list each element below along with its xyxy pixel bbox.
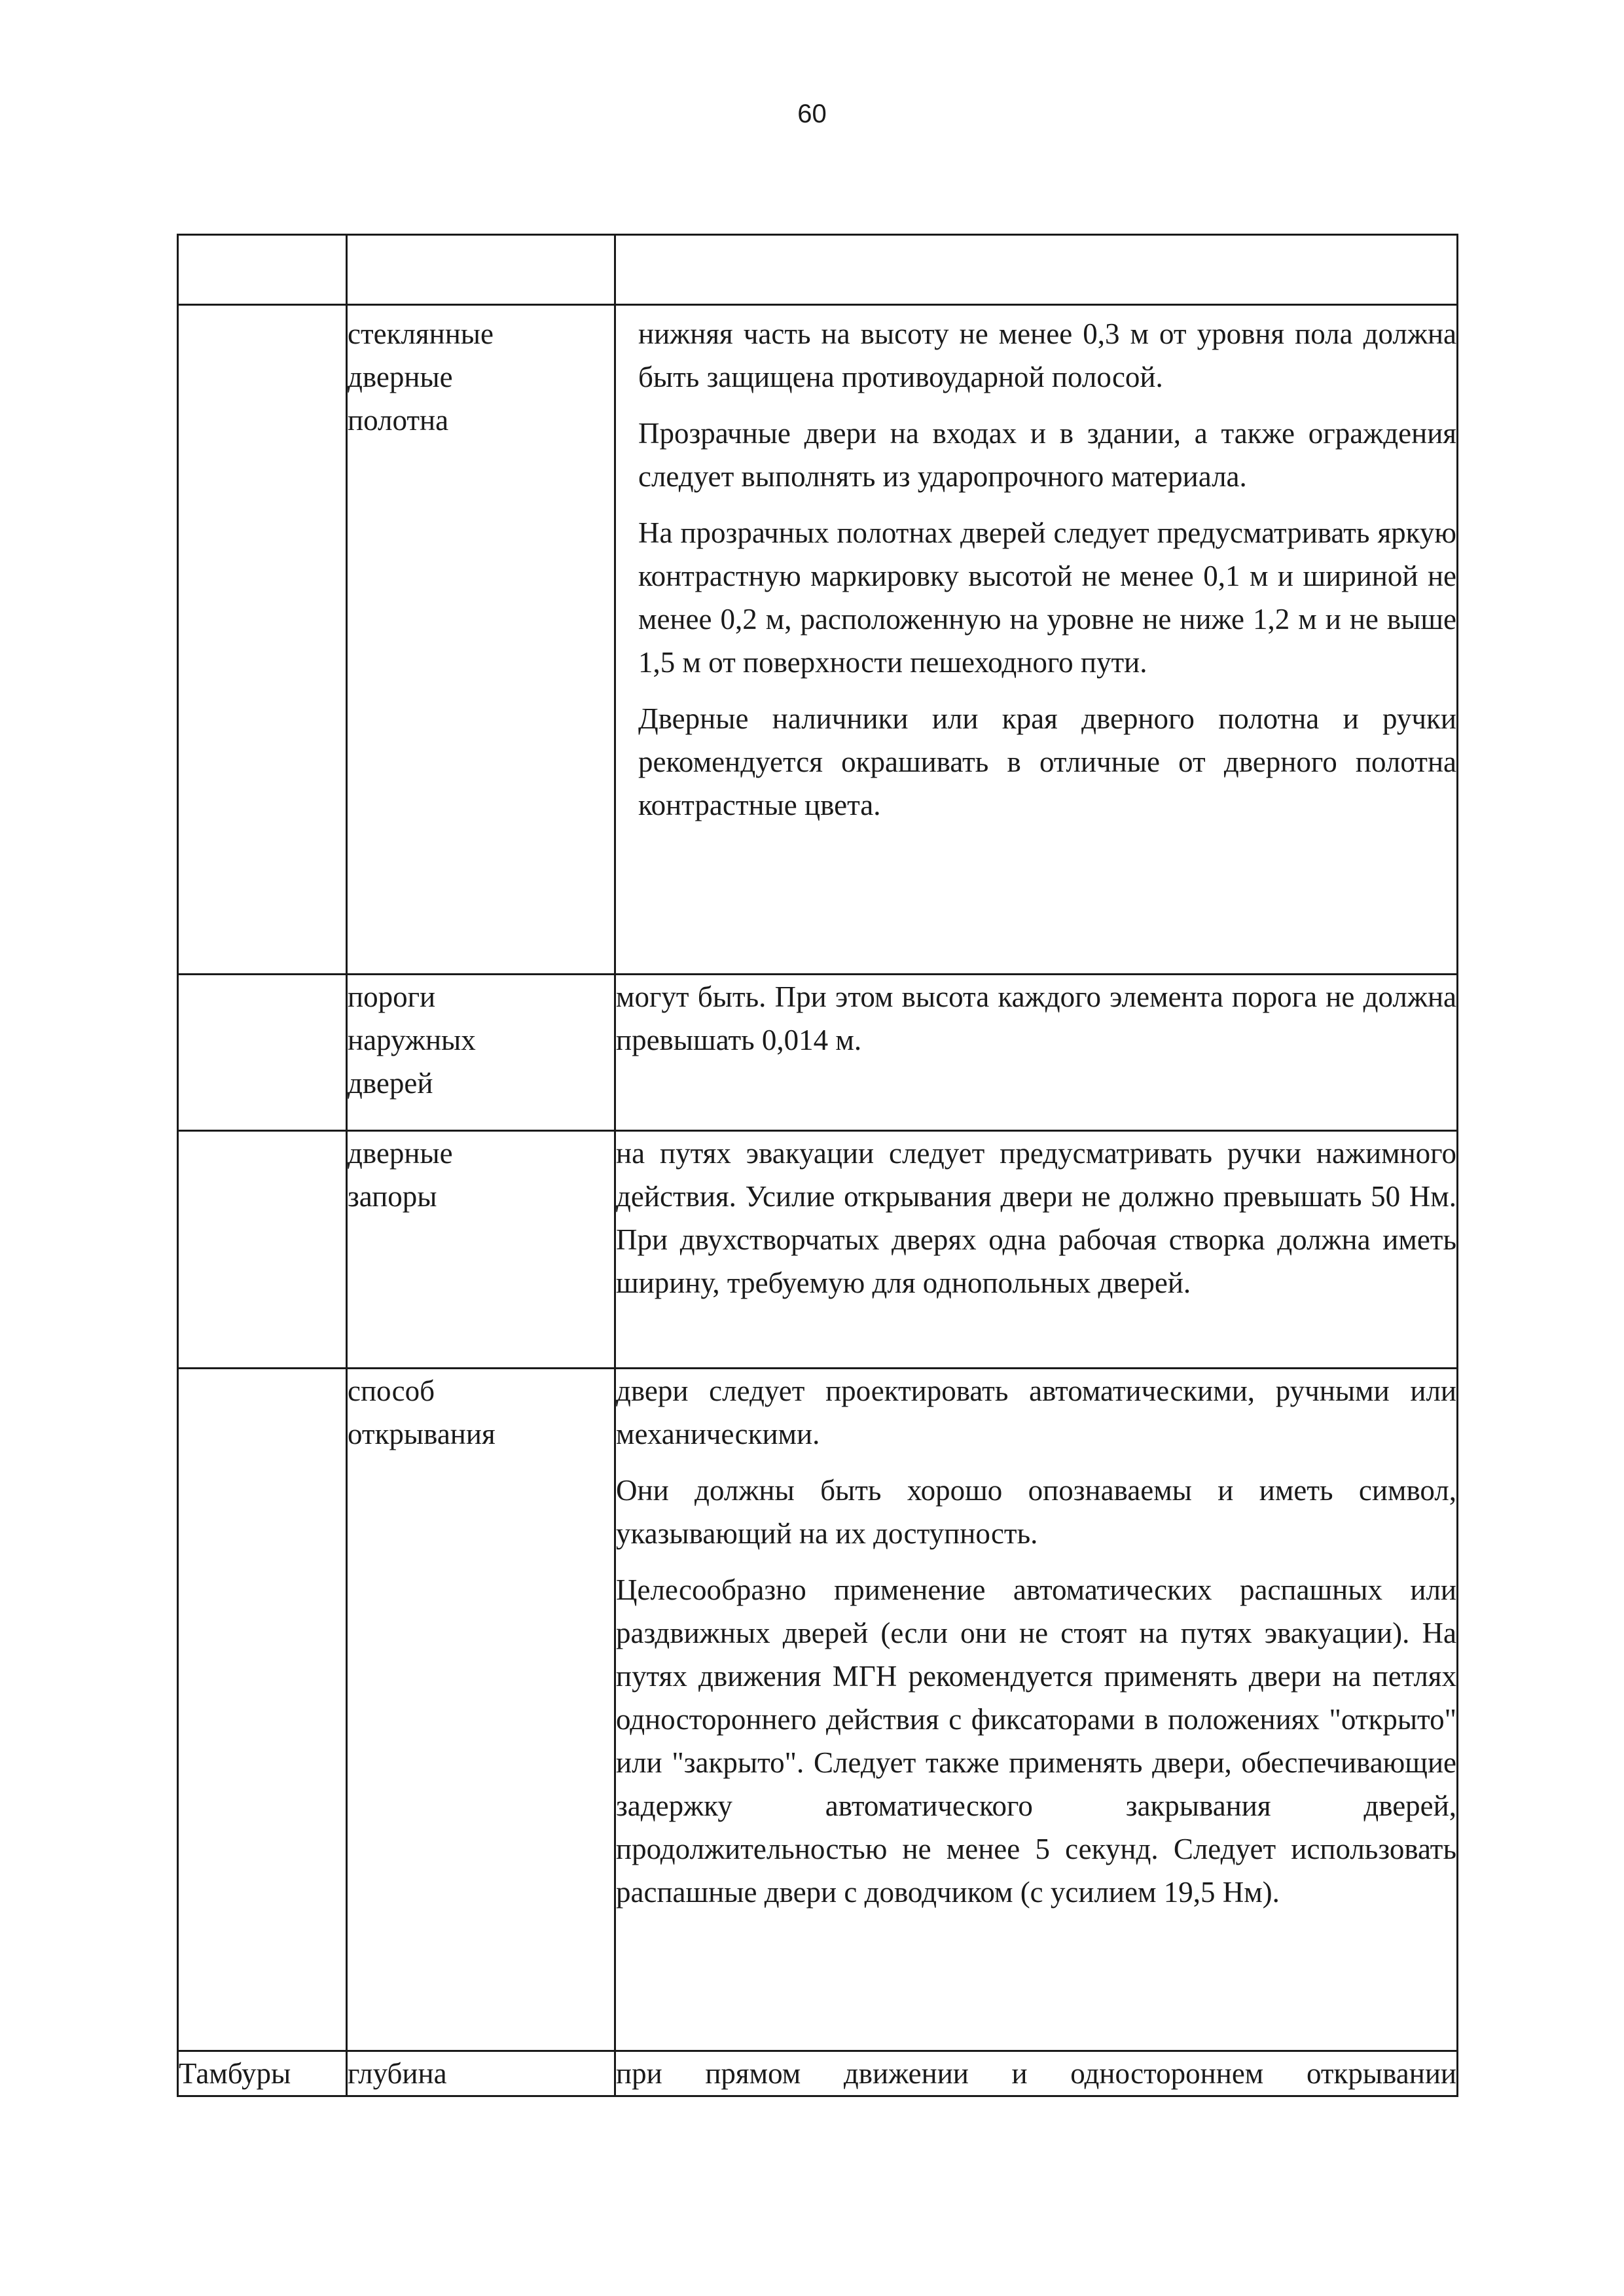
requirement-cell: [615, 305, 1458, 975]
element-label: дверные запоры: [348, 1137, 453, 1213]
table-row: [178, 2051, 1458, 2096]
category-cell: Тамбуры: [178, 2051, 347, 2096]
page-number: 60: [797, 99, 827, 128]
category-cell: [178, 235, 347, 305]
table-row: [178, 1369, 1458, 2051]
requirement-cell: [615, 1131, 1458, 1369]
element-label: глубина: [348, 2057, 447, 2090]
requirement-cell: [615, 235, 1458, 305]
requirement-paragraph: при прямом движении и одностороннем открывании: [616, 2057, 1456, 2090]
element-label: способ открывания: [348, 1374, 496, 1450]
table-row: [178, 305, 1458, 975]
category-cell: [178, 1369, 347, 2051]
requirement-cell: [615, 1369, 1458, 2051]
element-cell: [347, 2051, 615, 2096]
element-cell: [347, 305, 615, 975]
element-cell: [347, 1369, 615, 2051]
requirement-paragraph: Целесообразно применение автоматических распашных или раздвижных дверей (если они не стоят на путях эвакуации). На путях движения МГН рекомендуется применять двери на петлях одностороннего действия с фиксаторами в положениях "открыто" или "закрыто". Следует также применять двери, обеспечивающие задержку автоматического закрывания дверей, продолжительностью не менее 5 секунд. Следует использовать распашные двери с доводчиком (с усилием 19,5 Нм).: [616, 1573, 1456, 1909]
requirement-paragraph: могут быть. При этом высота каждого элемента порога не должна превышать 0,014 м.: [616, 980, 1456, 1056]
requirement-paragraph: Они должны быть хорошо опознаваемы и иметь символ, указывающий на их доступность.: [616, 1474, 1456, 1550]
requirements-table: [177, 234, 1458, 2097]
requirement-paragraph: двери следует проектировать автоматическими, ручными или механическими.: [616, 1374, 1456, 1450]
element-cell: [347, 1131, 615, 1369]
element-cell: [347, 975, 615, 1131]
requirement-cell: [615, 975, 1458, 1131]
requirement-paragraph: Дверные наличники или края дверного полотна и ручки рекомендуется окрашивать в отличные от дверного полотна контрастные цвета.: [638, 702, 1456, 821]
element-label: пороги наружных дверей: [348, 980, 476, 1100]
category-cell: [178, 975, 347, 1131]
table-row: [178, 235, 1458, 305]
requirement-paragraph: на путях эвакуации следует предусматривать ручки нажимного действия. Усилие открывания двери не должно превышать 50 Нм. При двухстворчатых дверях одна рабочая створка должна иметь ширину, требуемую для однопольных дверей.: [616, 1137, 1456, 1299]
element-label: стеклянные дверные полотна: [348, 317, 494, 437]
element-cell: [347, 235, 615, 305]
requirement-paragraph: нижняя часть на высоту не менее 0,3 м от уровня пола должна быть защищена противоударной полосой.: [638, 317, 1456, 393]
requirement-paragraph: Прозрачные двери на входах и в здании, а также ограждения следует выполнять из ударопрочного материала.: [638, 417, 1456, 493]
table-row: [178, 1131, 1458, 1369]
category-cell: [178, 305, 347, 975]
table-row: [178, 975, 1458, 1131]
requirement-cell: [615, 2051, 1458, 2096]
category-cell: [178, 1131, 347, 1369]
requirement-paragraph: На прозрачных полотнах дверей следует предусматривать яркую контрастную маркировку высотой не менее 0,1 м и шириной не менее 0,2 м, расположенную на уровне не ниже 1,2 м и не выше 1,5 м от поверхности пешеходного пути.: [638, 516, 1456, 679]
